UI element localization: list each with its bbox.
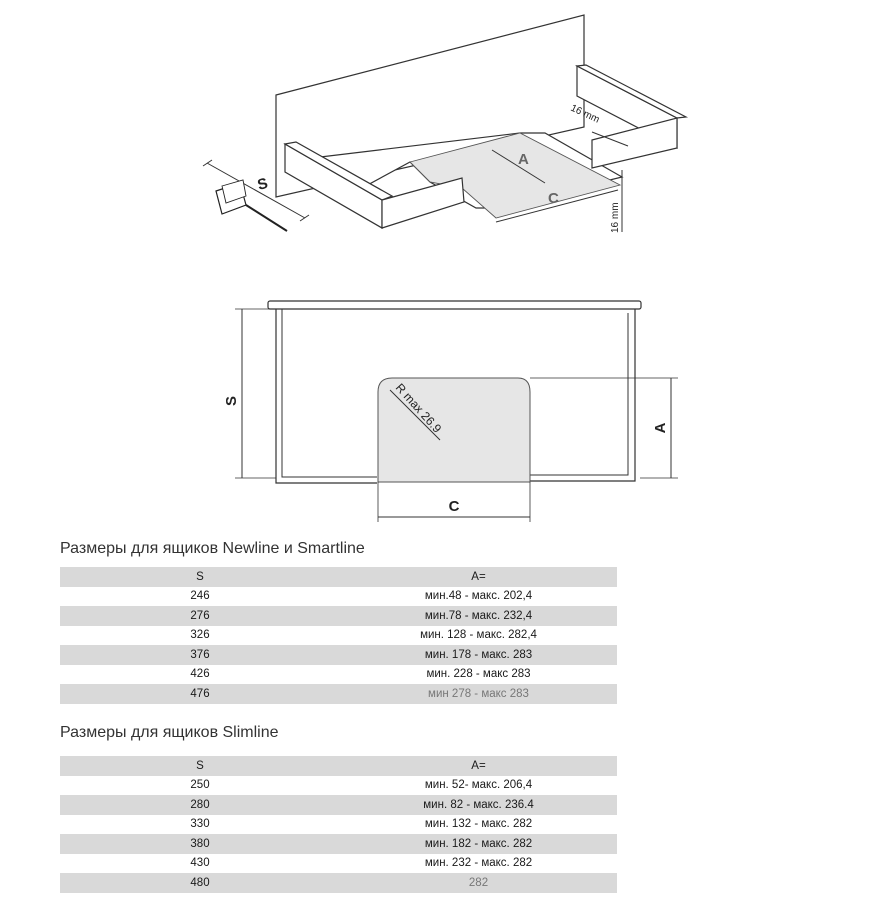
plan-label-s: S: [223, 395, 240, 407]
cell-a: мин. 132 - макс. 282: [340, 815, 617, 835]
cell-a: мин. 178 - макс. 283: [340, 645, 617, 665]
table-row: [60, 684, 617, 704]
section2-title: Размеры для ящиков Slimline: [60, 724, 279, 741]
table-header-row: [60, 756, 617, 776]
plan-label-radius: R max 26.9: [392, 380, 445, 436]
header-a: A=: [340, 756, 617, 776]
cell-s: 476: [60, 684, 340, 704]
cell-a: 282: [340, 873, 617, 893]
front-panel: [382, 178, 464, 228]
table-row: [60, 606, 617, 626]
plan-label-a: A: [652, 422, 669, 434]
iso-label-16-side: 16 mm: [610, 202, 621, 233]
table-header-row: [60, 567, 617, 587]
iso-label-a: A: [518, 151, 529, 168]
table-row: [60, 854, 617, 874]
cell-s: 430: [60, 854, 340, 874]
plan-left-wall: [276, 309, 377, 483]
cell-a: мин. 182 - макс. 282: [340, 834, 617, 854]
plan-view: [235, 301, 678, 522]
plan-top-board: [268, 301, 641, 309]
newline-smartline-table: [60, 567, 617, 704]
iso-label-s: S: [255, 174, 270, 194]
table-row: [60, 665, 617, 685]
cell-a: мин.78 - макс. 232,4: [340, 606, 617, 626]
cell-s: 246: [60, 587, 340, 607]
table-row: [60, 873, 617, 893]
table-row: [60, 626, 617, 646]
table-row: [60, 795, 617, 815]
plan-right-wall: [530, 309, 635, 481]
table-row: [60, 776, 617, 796]
cell-a: мин. 232 - макс. 282: [340, 854, 617, 874]
section1-title: Размеры для ящиков Newline и Smartline: [60, 540, 365, 557]
table-row: [60, 834, 617, 854]
iso-label-16-top: 16 mm: [568, 102, 602, 126]
cell-s: 330: [60, 815, 340, 835]
slimline-table: [60, 756, 617, 893]
cell-a: мин. 82 - макс. 236.4: [340, 795, 617, 815]
cell-a: мин 278 - макс 283: [340, 684, 617, 704]
cell-a: мин. 228 - макс 283: [340, 665, 617, 685]
cell-s: 280: [60, 795, 340, 815]
header-s: S: [60, 756, 340, 776]
cell-s: 276: [60, 606, 340, 626]
cell-s: 426: [60, 665, 340, 685]
table-row: [60, 587, 617, 607]
cell-s: 480: [60, 873, 340, 893]
iso-label-c: C: [548, 190, 559, 207]
isometric-view: [203, 15, 686, 232]
cell-s: 380: [60, 834, 340, 854]
table-row: [60, 815, 617, 835]
cell-s: 250: [60, 776, 340, 796]
cell-a: мин.48 - макс. 202,4: [340, 587, 617, 607]
header-a: A=: [340, 567, 617, 587]
table-row: [60, 645, 617, 665]
cell-s: 376: [60, 645, 340, 665]
cell-a: мин. 52- макс. 206,4: [340, 776, 617, 796]
cell-s: 326: [60, 626, 340, 646]
header-s: S: [60, 567, 340, 587]
cell-a: мин. 128 - макс. 282,4: [340, 626, 617, 646]
plan-label-c: C: [448, 498, 460, 515]
